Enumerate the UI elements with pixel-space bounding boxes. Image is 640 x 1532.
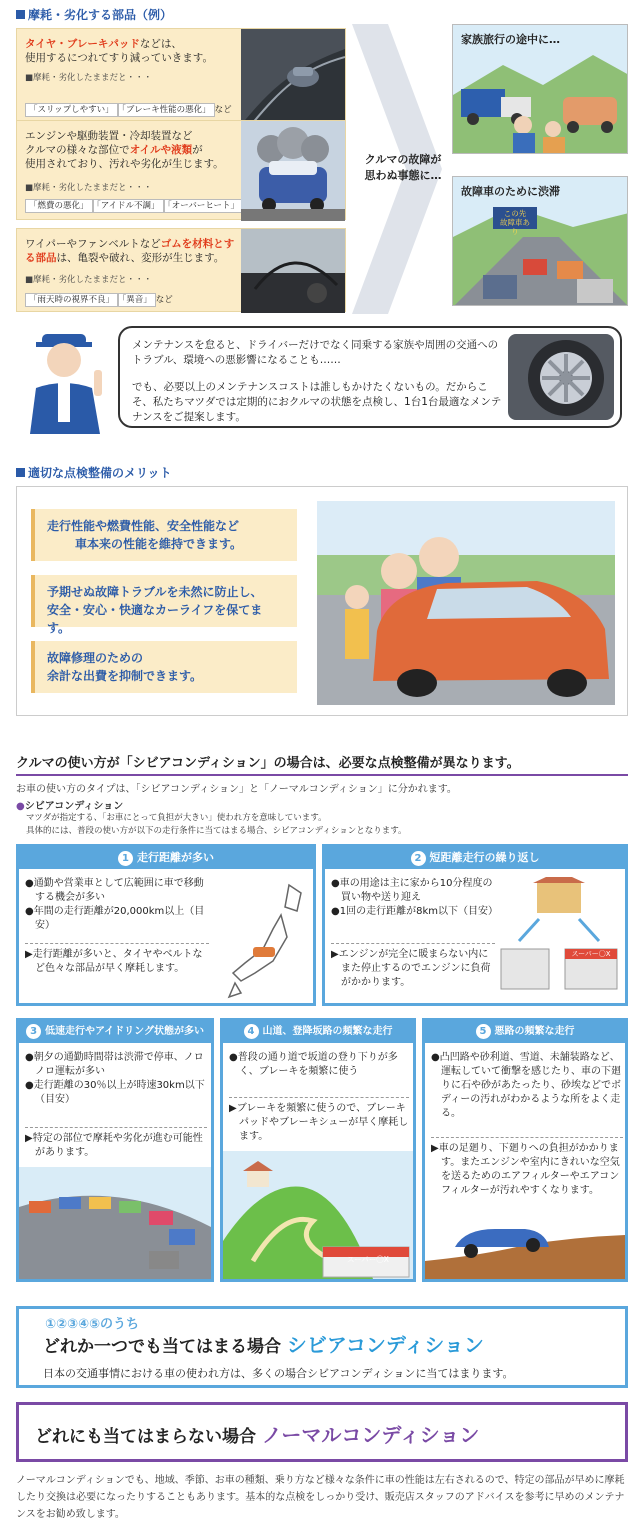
condition-bullets: ●凸凹路や砂利道、雪道、未舗装路など、運転していて衝撃を感じたり、車の下廻りに石や砂があたったり、砂埃などでボディーの汚れがわかるような所をよく走る。	[431, 1052, 621, 1119]
scene-caption: 故障車のために渋滞	[461, 185, 560, 198]
rainy-windshield-photo	[241, 229, 345, 313]
condition-title: 2 短距離走行の繰り返し	[325, 847, 625, 869]
severe-desc-1: マツダが指定する、「お車にとって負担が大きい」使われ方を意味しています。	[26, 813, 327, 823]
final-note: ノーマルコンディションでも、地域、季節、お車の種類、乗り方など様々な条件に車の性能は左右されるので、特定の部品が早めに摩耗したり交換は必要になったりすることもあります。基本的な点検をしっかり受け、販売店スタッフのアドバイスを参考に早めのメンテナンスをお勧め致します。	[16, 1475, 625, 1520]
condition-card-1	[16, 844, 316, 1006]
card-results: 「スリップしやすい」 「ブレーキ性能の悪化」 など	[25, 103, 232, 115]
card-results: 「燃費の悪化」 「アイドル不調」 「オーバーヒート」	[25, 199, 260, 211]
merit-cost: 故障修理のための 余計な出費を抑制できます。	[31, 641, 297, 693]
japan-map-icon	[211, 877, 307, 1001]
condition-title: 1 走行距離が多い	[19, 847, 313, 869]
condition-card-3	[16, 1018, 214, 1282]
merit-prevention: 予期せぬ故障トラブルを未然に防止し、 安全・安心・快適なカーライフを保てます。	[31, 575, 297, 627]
traffic-jam-illustration	[19, 1167, 211, 1279]
scene-caption: 家族旅行の途中に…	[461, 33, 560, 46]
condition-card-2	[322, 844, 628, 1006]
scene-traffic-jam	[452, 176, 628, 306]
summary-line: どれか一つでも当てはまる場合 シビアコンディション	[43, 1333, 484, 1357]
condition-note: ▶走行距離が多いと、タイヤやベルトなど色々な部品が早く摩耗します。	[25, 943, 209, 976]
card-text: エンジンや駆動装置・冷却装置など クルマの様々な部位でオイルや液類が 使用されており、汚れや劣化が生じます。	[25, 130, 224, 170]
summary-nums: ①②③④⑤のうち	[45, 1317, 140, 1332]
severe-label: ●シビアコンディション	[16, 801, 124, 812]
card-text: タイヤ・ブレーキパッドなどは、 使用するにつれてすり減っていきます。	[25, 38, 213, 64]
wear-card-tires	[16, 28, 346, 124]
wet-road-photo	[241, 29, 345, 125]
maintenance-speech-bubble	[118, 326, 622, 428]
severe-summary-box	[16, 1306, 628, 1388]
card-sub: ■摩耗・劣化したままだと・・・	[25, 73, 153, 83]
condition-card-5	[422, 1018, 628, 1282]
wheel-photo	[508, 334, 614, 420]
normal-summary-box	[16, 1402, 628, 1462]
merits-panel	[16, 486, 628, 716]
condition-bullets: ●車の用途は主に家から10分程度の買い物や送り迎え ●1回の走行距離が8km以下（目安）	[331, 878, 498, 917]
merit-performance: 走行性能や燃費性能、安全性能など 車本来の性能を維持できます。	[31, 509, 297, 561]
condition-note: ▶ブレーキを頻繁に使うので、ブレーキパッドやブレーキシューが早く摩耗します。	[229, 1097, 409, 1144]
store-sign: スーパー〇X	[571, 950, 611, 958]
section-heading-wear: 摩耗・劣化する部品（例）	[16, 6, 172, 23]
bubble-text-2: でも、必要以上のメンテナンスコストは誰しもかけたくないもの。だからこそ、私たちマツダでは定期的におクルマの状態を点検し、1台1台最適なメンテナンスをご提案します。	[132, 381, 502, 423]
card-results: 「雨天時の視界不良」 「異音」 など	[25, 293, 173, 305]
card-text: ワイパーやファンベルトなどゴムを材料とする部品は、亀裂や破れ、変形が生じます。	[25, 238, 235, 264]
condition-title: 4 山道、登降坂路の頻繁な走行	[223, 1021, 413, 1043]
intro-text: お車の使い方のタイプは、「シビアコンディション」と「ノーマルコンディション」に分かれます。	[16, 784, 457, 795]
rough-road-illustration	[425, 1207, 625, 1279]
store-sign: スーパー〇X	[347, 1255, 389, 1264]
condition-title: 5 悪路の頻繁な走行	[425, 1021, 625, 1043]
condition-note: ▶エンジンが完全に暖まらない内にまた停止するのでエンジンに負荷がかかります。	[331, 943, 495, 990]
home-store-school-icon	[499, 877, 619, 1001]
condition-card-4	[220, 1018, 416, 1282]
family-car-illustration	[317, 501, 615, 705]
condition-bullets: ●通勤や営業車として広範囲に車で移動する機会が多い ●年間の走行距離が20,000km以上（目安）	[25, 878, 205, 931]
summary-sub: 日本の交通事情における車の使われ方は、多くの場合シビアコンディションに当てはまります。	[43, 1367, 514, 1380]
condition-bullets: ●朝夕の通勤時間帯は渋滞で停車、ノロノロ運転が多い ●走行距離の30％以上が時速30km以下（目安）	[25, 1052, 205, 1105]
wear-card-oil	[16, 120, 346, 220]
condition-note: ▶特定の部位で摩耗や劣化が進む可能性があります。	[25, 1127, 207, 1160]
mechanic-illustration	[14, 322, 114, 434]
trouble-text: クルマの故障が 思わぬ事態に…	[364, 153, 442, 182]
severe-heading: クルマの使い方が「シビアコンディション」の場合は、必要な点検整備が異なります。	[16, 752, 628, 776]
summary2-line: どれにも当てはまらない場合 ノーマルコンディション	[35, 1423, 480, 1447]
bubble-text-1: メンテナンスを怠ると、ドライバーだけでなく同乗する家族や周囲の交通へのトラブル、環境への悪影響になることも……	[132, 339, 499, 366]
road-sign: この先 故障車あり	[500, 209, 530, 236]
card-sub: ■摩耗・劣化したままだと・・・	[25, 275, 153, 285]
overheat-car-illustration	[241, 121, 345, 221]
severe-desc-2: 具体的には、普段の使い方が以下の走行条件に当てはまる場合、シビアコンディションとなります。	[26, 826, 407, 836]
condition-note: ▶車の足廻り、下廻りへの負担がかかります。またエンジンや室内にきれいな空気を送るためのエアフィルターやエアコンフィルターが汚れやすくなります。	[431, 1137, 623, 1198]
condition-bullets: ●普段の通り道で坂道の登り下りが多く、ブレーキを頻繁に使う	[229, 1052, 398, 1077]
condition-title: 3 低速走行やアイドリング状態が多い	[19, 1021, 211, 1043]
section-heading-merits: 適切な点検整備のメリット	[16, 464, 172, 481]
wear-card-rubber	[16, 228, 346, 312]
card-sub: ■摩耗・劣化したままだと・・・	[25, 183, 153, 193]
scene-family-trip	[452, 24, 628, 154]
